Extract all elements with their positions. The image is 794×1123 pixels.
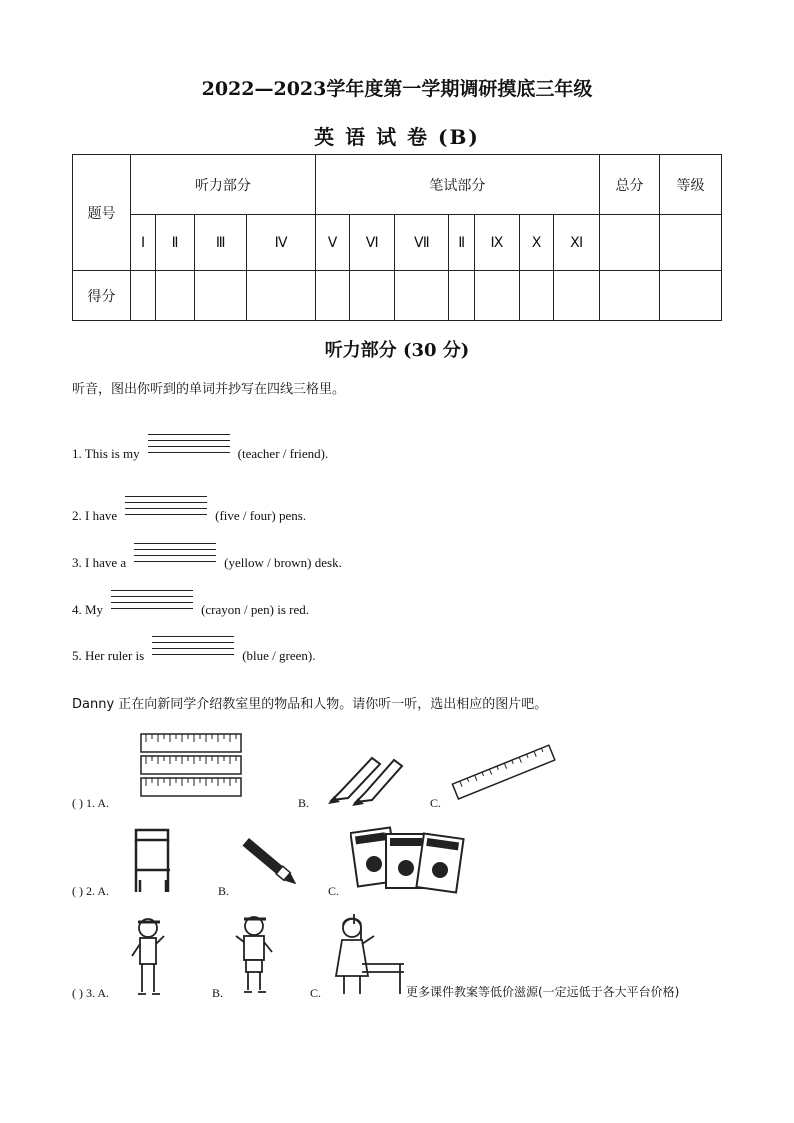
listening-section-title: 听力部分 (30 分): [324, 340, 470, 361]
numeral-5: Ⅴ: [315, 215, 349, 271]
long-ruler-image[interactable]: [448, 744, 560, 802]
numeral-11: Ⅺ: [554, 215, 600, 271]
question-2-options: (five / four) pens.: [215, 508, 307, 523]
score-cell[interactable]: [395, 271, 449, 321]
four-line-grid[interactable]: [125, 496, 207, 520]
four-line-grid[interactable]: [111, 590, 193, 614]
question-4-options: (crayon / pen) is red.: [201, 602, 309, 617]
storybooks-image[interactable]: [350, 826, 466, 894]
question-1: [72, 432, 328, 462]
grade-cell-blank: [660, 215, 722, 271]
question-5-options: (blue / green).: [242, 648, 316, 663]
rulers-image[interactable]: [138, 732, 244, 800]
part1-instruction: 听音，图出你听到的单词并抄写在四线三格里。: [72, 382, 346, 397]
question-3: [72, 541, 342, 571]
row2-option-c: C.: [328, 884, 340, 898]
score-cell[interactable]: [315, 271, 349, 321]
four-line-grid[interactable]: [134, 543, 216, 567]
score-table: [72, 154, 722, 321]
score-cell[interactable]: [600, 271, 660, 321]
listening-group-header: 听力部分: [131, 155, 316, 215]
four-line-grid[interactable]: [148, 434, 230, 458]
row3-label: ( ) 3. A.: [72, 986, 109, 1000]
total-header: 总分: [600, 155, 660, 215]
numeral-7: Ⅶ: [395, 215, 449, 271]
row1-option-c: C.: [430, 796, 442, 810]
teacher-image[interactable]: [332, 912, 406, 998]
footer-note: 更多课件教案等低价滋源(一定远低于各大平台价格): [406, 985, 680, 999]
score-cell[interactable]: [449, 271, 475, 321]
question-3-text: 3. I have a: [72, 555, 127, 570]
score-cell[interactable]: [350, 271, 395, 321]
numeral-10: Ⅹ: [519, 215, 553, 271]
score-cell[interactable]: [156, 271, 195, 321]
question-2-text: 2. I have: [72, 508, 118, 523]
question-3-options: (yellow / brown) desk.: [224, 555, 342, 570]
row1-label: ( ) 1. A.: [72, 796, 109, 810]
subject-title: 英 语 试 卷 (B): [314, 125, 480, 149]
numeral-2: Ⅱ: [156, 215, 195, 271]
question-1-options: (teacher / friend).: [237, 446, 329, 461]
score-cell[interactable]: [554, 271, 600, 321]
total-cell-blank: [600, 215, 660, 271]
part2-instruction: Danny 正在向新同学介绍教室里的物品和人物。请你听一听，选出相应的图片吧。: [72, 697, 548, 712]
four-line-grid[interactable]: [152, 636, 234, 660]
score-cell[interactable]: [474, 271, 519, 321]
question-5: [72, 634, 315, 664]
numeral-4: Ⅳ: [247, 215, 316, 271]
score-cell[interactable]: [519, 271, 553, 321]
score-row-header: 得分: [73, 271, 131, 321]
numeral-6: Ⅵ: [350, 215, 395, 271]
numeral-9: Ⅸ: [474, 215, 519, 271]
score-cell[interactable]: [131, 271, 156, 321]
score-cell[interactable]: [660, 271, 722, 321]
score-cell[interactable]: [247, 271, 316, 321]
numeral-8: Ⅱ: [449, 215, 475, 271]
boy-with-cap-image[interactable]: [130, 914, 170, 998]
question-5-text: 5. Her ruler is: [72, 648, 145, 663]
question-1-text: 1. This is my: [72, 446, 140, 461]
pencils-image[interactable]: [320, 752, 406, 808]
item-number-header: 题号: [73, 155, 131, 271]
question-2: [72, 494, 306, 524]
row3-option-b: B.: [212, 986, 224, 1000]
score-cell[interactable]: [195, 271, 247, 321]
row3-option-c: C.: [310, 986, 322, 1000]
writing-group-header: 笔试部分: [315, 155, 599, 215]
numeral-1: Ⅰ: [131, 215, 156, 271]
exam-title: 2022—2023学年度第一学期调研摸底三年级: [201, 78, 593, 100]
question-4: [72, 588, 309, 618]
schoolboy-image[interactable]: [232, 912, 276, 996]
grade-header: 等级: [660, 155, 722, 215]
row2-option-b: B.: [218, 884, 230, 898]
row2-label: ( ) 2. A.: [72, 884, 109, 898]
row1-option-b: B.: [298, 796, 310, 810]
question-4-text: 4. My: [72, 602, 104, 617]
chair-image[interactable]: [130, 826, 176, 896]
numeral-3: Ⅲ: [195, 215, 247, 271]
pen-image[interactable]: [236, 830, 306, 896]
